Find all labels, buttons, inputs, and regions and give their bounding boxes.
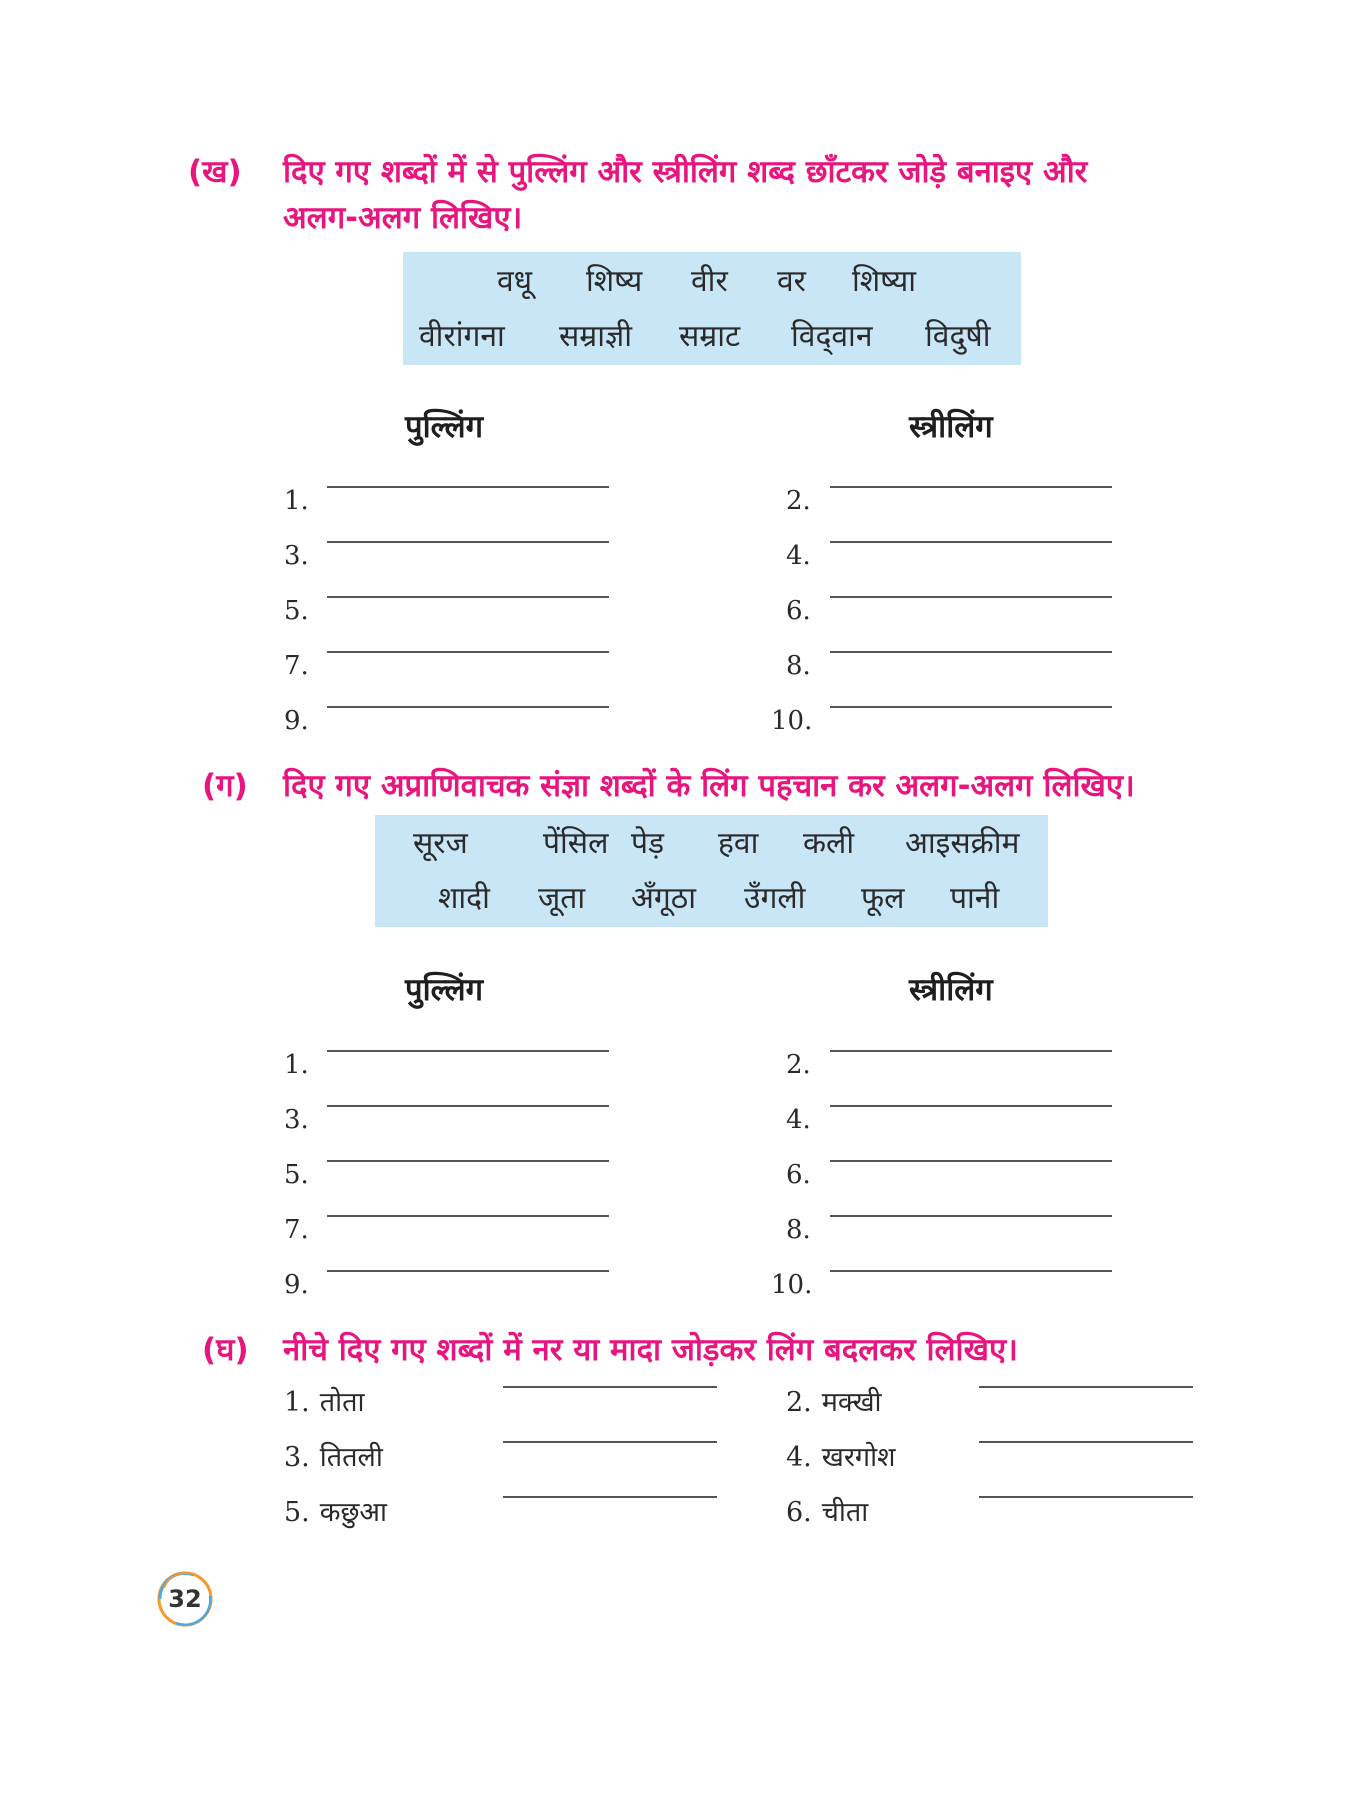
word-item: वीरांगना: [419, 319, 505, 354]
answer-line[interactable]: [327, 541, 609, 543]
answer-line[interactable]: [830, 1215, 1112, 1217]
question-label-kha: (ख): [188, 154, 242, 190]
header-masculine-kha: पुल्लिंग: [405, 409, 484, 445]
word-item: उँगली: [744, 881, 806, 916]
line-number: 8.: [786, 651, 811, 681]
list-item: 4. खरगोश: [786, 1442, 896, 1473]
line-number: 6.: [786, 596, 811, 626]
word-item: पेड़: [631, 826, 665, 861]
answer-line[interactable]: [503, 1441, 717, 1443]
list-item: 3. तितली: [284, 1442, 383, 1473]
line-number: 8.: [786, 1215, 811, 1245]
answer-line[interactable]: [830, 651, 1112, 653]
question-text-kha-line1: दिए गए शब्दों में से पुल्लिंग और स्त्रीलिंग शब्द छाँटकर जोड़े बनाइए और: [283, 154, 1088, 190]
word-item: शिष्या: [852, 264, 916, 299]
word-box-ga: [375, 815, 1048, 927]
list-item: 2. मक्खी: [786, 1387, 882, 1418]
answer-line[interactable]: [327, 1160, 609, 1162]
line-number: 7.: [284, 1215, 309, 1245]
answer-line[interactable]: [327, 651, 609, 653]
line-number: 5.: [284, 596, 309, 626]
answer-line[interactable]: [830, 486, 1112, 488]
answer-line[interactable]: [327, 1050, 609, 1052]
word-item: आइसक्रीम: [905, 826, 1020, 861]
line-number: 3.: [284, 1105, 309, 1135]
word-item: कली: [803, 826, 855, 861]
list-item: 1. तोता: [284, 1387, 365, 1418]
line-number: 3.: [284, 541, 309, 571]
answer-line[interactable]: [327, 486, 609, 488]
word-item: हवा: [718, 826, 759, 861]
page-number: 32: [168, 1585, 202, 1613]
answer-line[interactable]: [830, 706, 1112, 708]
word-item: वधू: [497, 264, 533, 299]
answer-line[interactable]: [979, 1496, 1193, 1498]
answer-line[interactable]: [830, 541, 1112, 543]
line-number: 4.: [786, 1105, 811, 1135]
line-number: 10.: [771, 1270, 813, 1300]
word-item: विदुषी: [925, 319, 991, 354]
header-feminine-kha: स्त्रीलिंग: [909, 409, 993, 445]
list-item: 6. चीता: [786, 1497, 869, 1528]
question-text-ga: दिए गए अप्राणिवाचक संज्ञा शब्दों के लिंग पहचान कर अलग-अलग लिखिए।: [283, 768, 1135, 804]
word-item: जूता: [538, 881, 586, 916]
answer-line[interactable]: [830, 1105, 1112, 1107]
line-number: 4.: [786, 541, 811, 571]
question-text-gha: नीचे दिए गए शब्दों में नर या मादा जोड़कर लिंग बदलकर लिखिए।: [283, 1332, 1018, 1368]
word-item: सम्राज्ञी: [559, 319, 632, 354]
answer-line[interactable]: [830, 596, 1112, 598]
word-item: शिष्य: [586, 264, 643, 299]
question-label-ga: (ग): [202, 768, 248, 804]
list-item: 5. कछुआ: [284, 1497, 388, 1528]
word-item: शादी: [438, 881, 490, 916]
answer-line[interactable]: [327, 706, 609, 708]
answer-line[interactable]: [830, 1160, 1112, 1162]
line-number: 6.: [786, 1160, 811, 1190]
page-number-badge: [154, 1568, 216, 1630]
answer-line[interactable]: [830, 1270, 1112, 1272]
word-item: फूल: [861, 881, 905, 916]
line-number: 2.: [786, 486, 811, 516]
line-number: 1.: [284, 1050, 309, 1080]
line-number: 10.: [771, 706, 813, 736]
word-item: अँगूठा: [631, 881, 697, 916]
question-text-kha-line2: अलग-अलग लिखिए।: [283, 200, 523, 236]
word-item: पानी: [950, 881, 1000, 916]
answer-line[interactable]: [327, 596, 609, 598]
word-item: पेंसिल: [543, 826, 609, 861]
answer-line[interactable]: [503, 1496, 717, 1498]
line-number: 1.: [284, 486, 309, 516]
answer-line[interactable]: [327, 1215, 609, 1217]
word-item: सूरज: [413, 826, 468, 861]
word-item: सम्राट: [679, 319, 741, 354]
header-feminine-ga: स्त्रीलिंग: [909, 972, 993, 1008]
line-number: 5.: [284, 1160, 309, 1190]
line-number: 2.: [786, 1050, 811, 1080]
line-number: 9.: [284, 706, 309, 736]
line-number: 9.: [284, 1270, 309, 1300]
question-label-gha: (घ): [202, 1332, 249, 1368]
word-item: विद्‌वान: [791, 319, 873, 354]
word-item: वीर: [691, 264, 728, 299]
answer-line[interactable]: [327, 1105, 609, 1107]
answer-line[interactable]: [327, 1270, 609, 1272]
word-box-kha: [403, 252, 1021, 365]
header-masculine-ga: पुल्लिंग: [405, 972, 484, 1008]
word-item: वर: [777, 264, 806, 299]
line-number: 7.: [284, 651, 309, 681]
answer-line[interactable]: [979, 1441, 1193, 1443]
answer-line[interactable]: [830, 1050, 1112, 1052]
answer-line[interactable]: [979, 1386, 1193, 1388]
answer-line[interactable]: [503, 1386, 717, 1388]
